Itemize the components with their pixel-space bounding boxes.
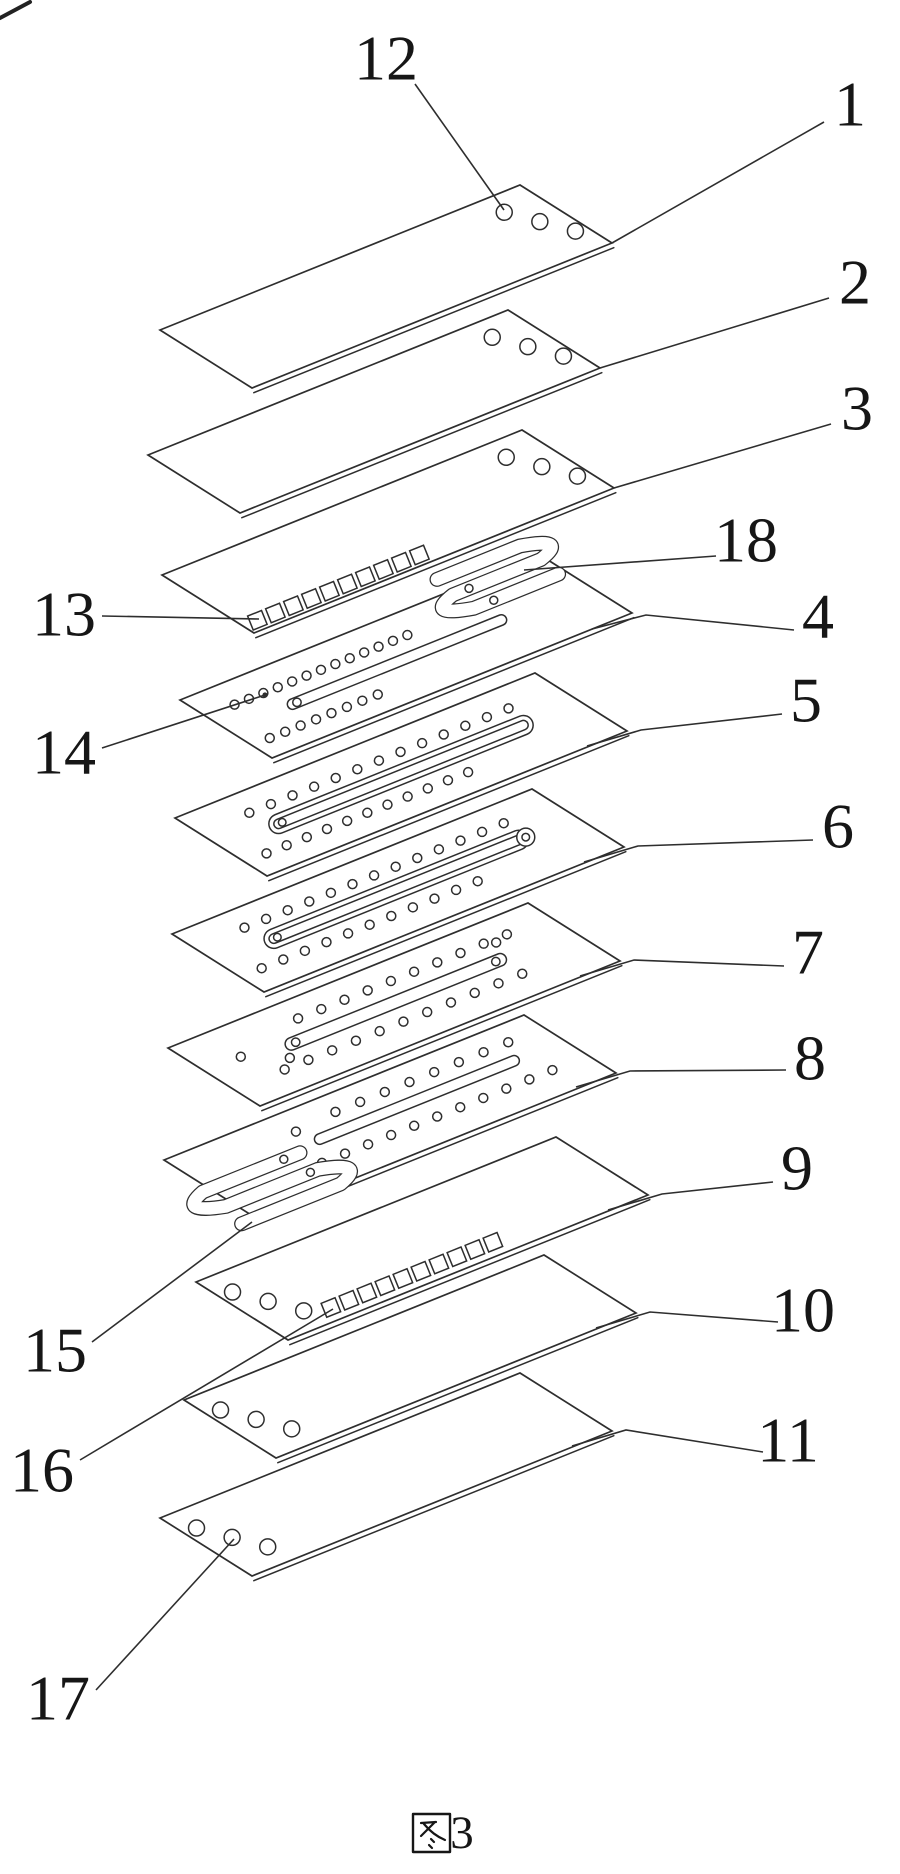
part-number: 11 [757,1404,819,1476]
slot-end-ring [517,828,535,846]
part-number: 13 [32,578,96,650]
part-number: 16 [10,1434,74,1506]
part-number: 10 [771,1274,835,1346]
part-number: 4 [802,580,834,652]
part-number: 14 [32,716,96,788]
slot-end-hole [492,957,500,965]
serpentine-hole [306,1168,314,1176]
part-number: 17 [26,1662,90,1734]
part-number: 5 [790,664,822,736]
caption-number: 3 [450,1807,474,1859]
part-number: 2 [839,246,871,318]
serpentine-hole [280,1155,288,1163]
part-number: 18 [714,504,778,576]
part-number: 9 [781,1132,813,1204]
part-number: 1 [834,68,866,140]
leader-dot [262,692,267,697]
serpentine-hole [465,584,473,592]
part-number: 15 [23,1314,87,1386]
slot-end-hole [293,698,301,706]
part-number: 6 [822,790,854,862]
part-number: 8 [794,1022,826,1094]
part-number: 12 [354,22,418,94]
part-number: 3 [841,372,873,444]
serpentine-hole [490,596,498,604]
part-number: 7 [792,916,824,988]
slot-end-hole [274,933,282,941]
slot-end-hole [278,819,286,827]
slot-end-hole [291,1038,299,1046]
